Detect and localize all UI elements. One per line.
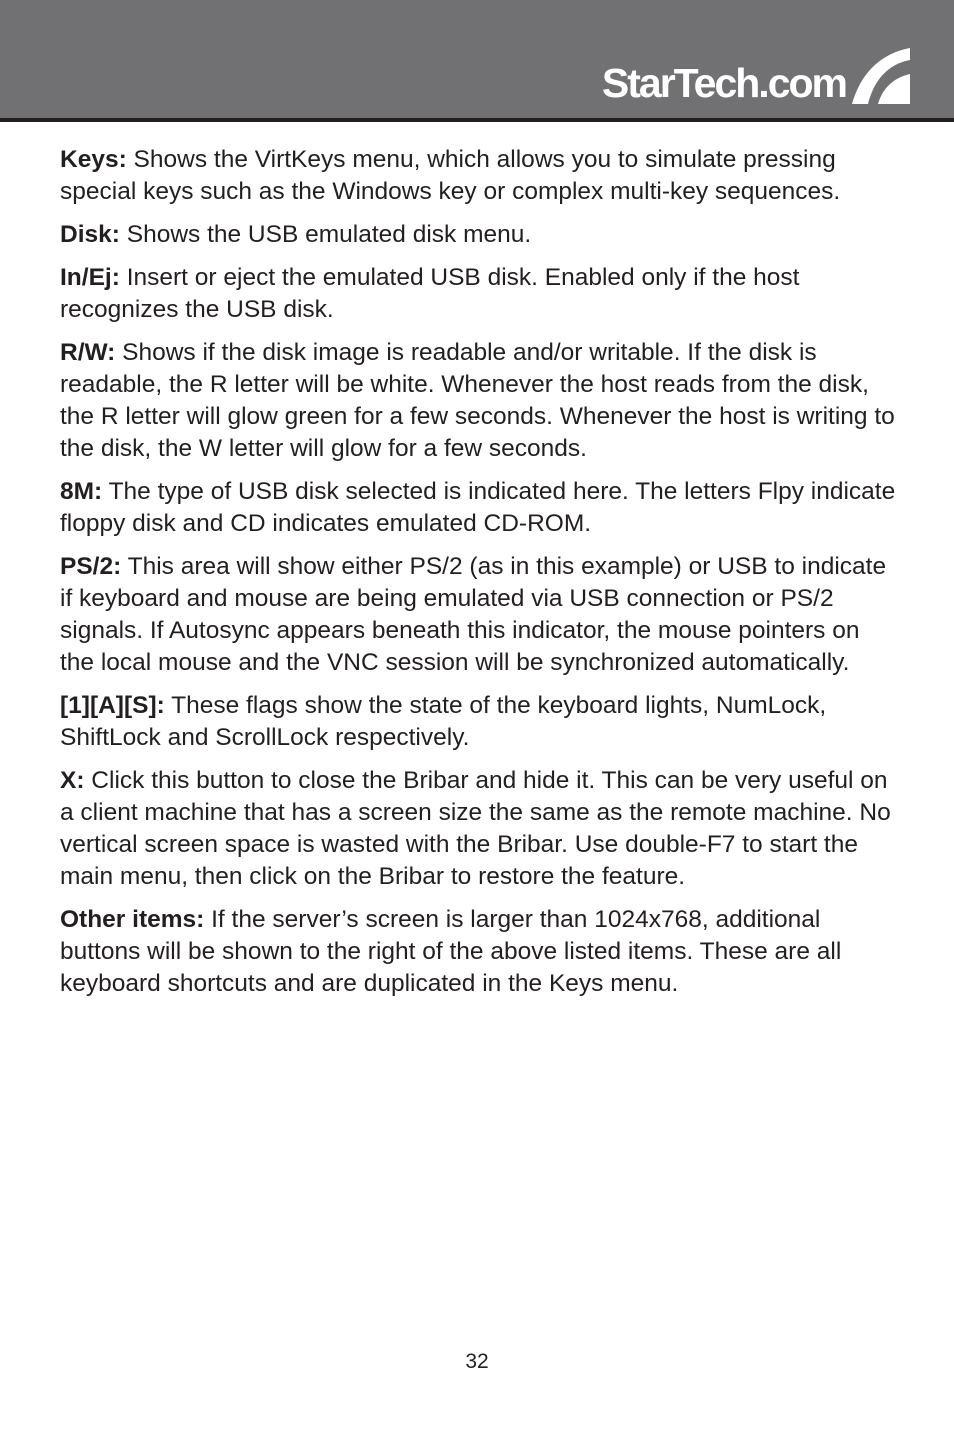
definition-keys — [60, 144, 900, 208]
term-description: Shows if the disk image is readable and/or writable. If the disk is readable, the R letter will be white. Whenever the host reads from the disk, the R letter will glow green for a few seconds. Whenever the host is writing to the disk, the W letter will glow for a few seconds. — [60, 339, 895, 462]
definition-in-ej — [60, 262, 900, 326]
brand-name: StarTech.com — [601, 60, 846, 106]
definition-ps2 — [60, 551, 900, 679]
page-number: 32 — [465, 1350, 489, 1373]
term-label: Keys: — [60, 146, 127, 173]
definitions-list — [60, 144, 900, 1011]
term-description: These flags show the state of the keyboard lights, NumLock, ShiftLock and ScrollLock respectively. — [60, 692, 827, 751]
term-description: This area will show either PS/2 (as in this example) or USB to indicate if keyboard and mouse are being emulated via USB connection or PS/2 signals. If Autosync appears beneath this indicator, the mouse pointers on the local mouse and the VNC session will be synchronized automatically. — [60, 553, 887, 676]
definition-8m — [60, 476, 900, 540]
definition-rw — [60, 337, 900, 465]
definition-x — [60, 765, 900, 893]
term-description: The type of USB disk selected is indicated here. The letters Flpy indicate floppy disk and CD indicates emulated CD-ROM. — [60, 478, 896, 537]
brand-logo — [602, 44, 910, 104]
term-label: 8M: — [60, 478, 103, 505]
term-label: [1][A][S]: — [60, 692, 165, 719]
term-label: Other items: — [60, 906, 205, 933]
definition-flags — [60, 690, 900, 754]
term-label: PS/2: — [60, 553, 122, 580]
term-description: Insert or eject the emulated USB disk. Enabled only if the host recognizes the USB disk. — [60, 264, 800, 323]
header-band — [0, 0, 954, 122]
term-label: X: — [60, 767, 85, 794]
term-description: Shows the USB emulated disk menu. — [119, 221, 532, 248]
startech-swoosh-icon — [848, 46, 910, 104]
term-description: If the server’s screen is larger than 1024x768, additional buttons will be shown to the right of the above listed items. These are all keyboard shortcuts and are duplicated in the Keys menu. — [60, 906, 842, 997]
term-label: R/W: — [60, 339, 116, 366]
term-description: Shows the VirtKeys menu, which allows you to simulate pressing special keys such as the Windows key or complex multi-key sequences. — [60, 146, 841, 205]
term-label: Disk: — [60, 221, 120, 248]
term-label: In/Ej: — [60, 264, 120, 291]
definition-disk — [60, 219, 900, 251]
term-description: Click this button to close the Bribar and hide it. This can be very useful on a client machine that has a screen size the same as the remote machine. No vertical screen space is wasted with the Bribar. Use double-F7 to start the main menu, then click on the Bribar to restore the feature. — [60, 767, 891, 890]
definition-other-items — [60, 904, 900, 1000]
